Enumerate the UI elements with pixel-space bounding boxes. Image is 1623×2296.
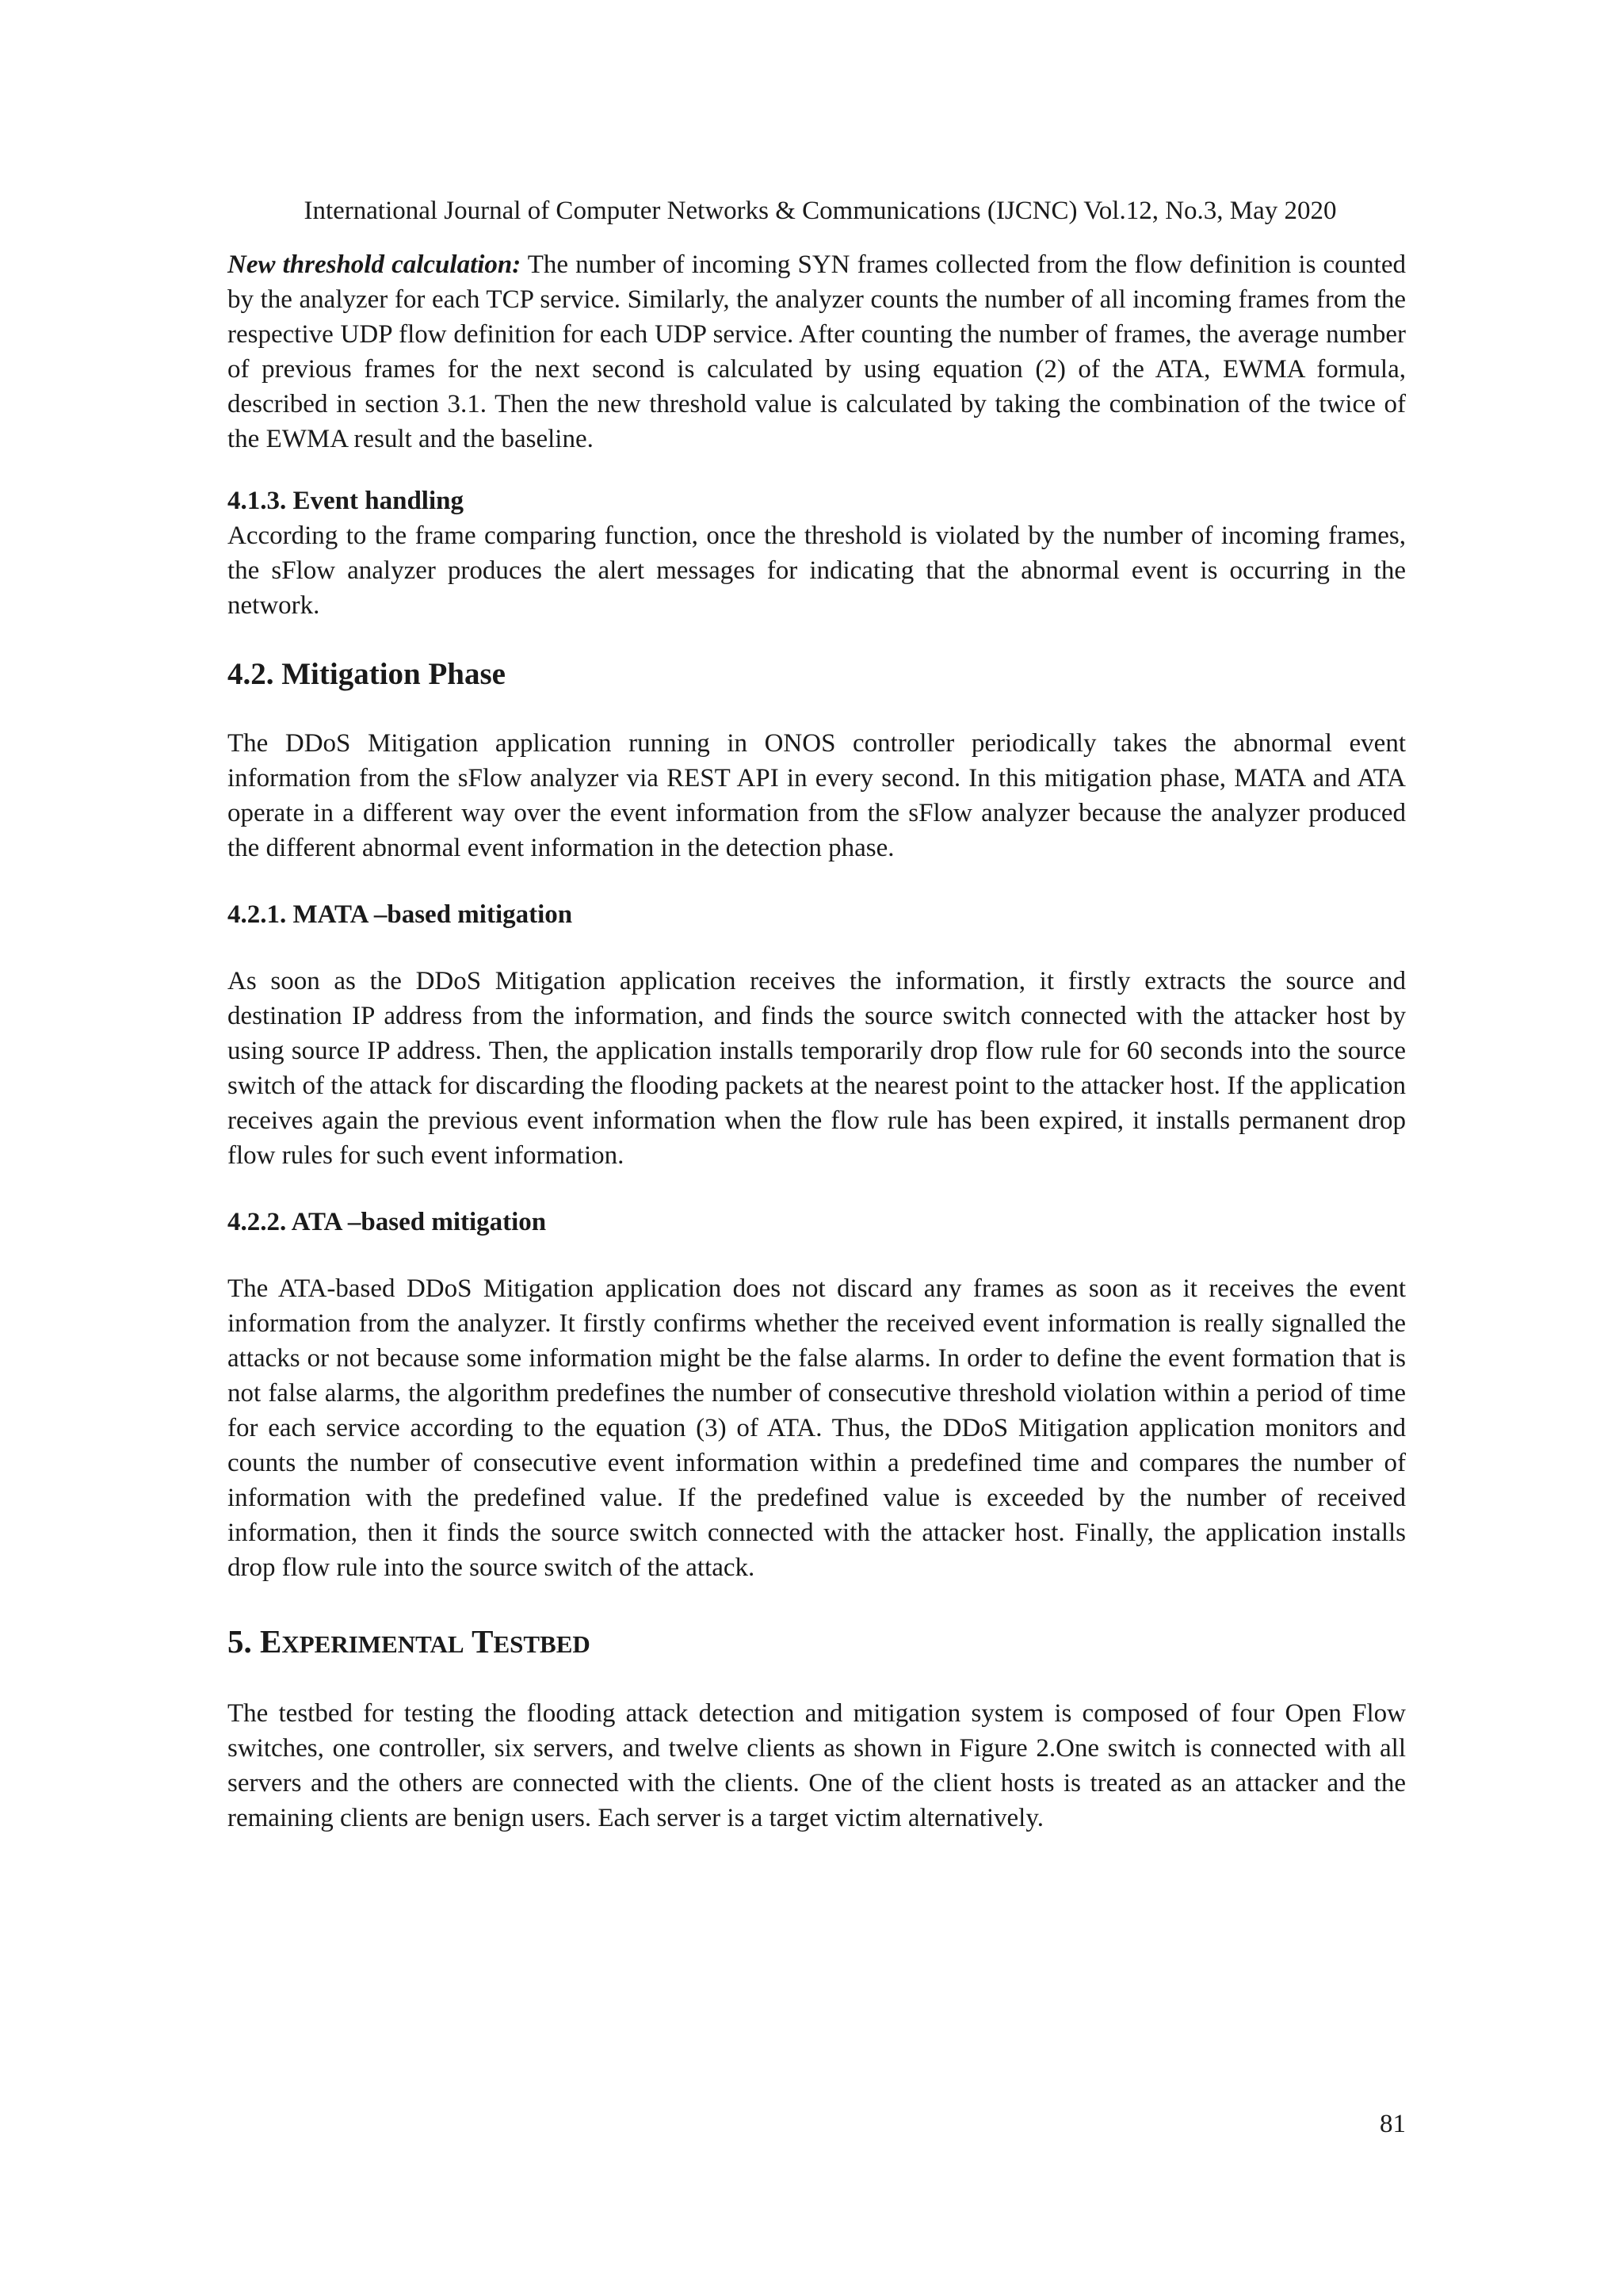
paragraph-4-1-3: According to the frame comparing function, once the threshold is violated by the number of incoming frames, the sFlow analyzer produces the alert messages for indicating that the abnormal event is occurring in the network. <box>227 521 1406 620</box>
paragraph-4-2-1: As soon as the DDoS Mitigation application receives the information, it firstly extracts the source and destination IP address from the information, and finds the source switch connected with the attacker host by using source IP address. Then, the application installs temporarily drop flow rule for 60 seconds into the source switch of the attack for discarding the flooding packets at the nearest point to the attacker host. If the application receives again the previous event information when the flow rule has been expired, it installs permanent drop flow rules for such event information. <box>227 967 1406 1170</box>
heading-4-1-3: 4.1.3. Event handling <box>227 487 464 515</box>
page-body <box>227 247 1406 1836</box>
running-header: International Journal of Computer Networks & Communications (IJCNC) Vol.12, No.3, May 2020 <box>304 197 1337 225</box>
heading-5-word1-rest: XPERIMENTAL <box>281 1630 464 1658</box>
paragraph-4-2: The DDoS Mitigation application running in ONOS controller periodically takes the abnormal event information from the sFlow analyzer via REST API in every second. In this mitigation phase, MATA and ATA operate in a different way over the event information from the sFlow analyzer because the analyzer produced the different abnormal event information in the detection phase. <box>227 729 1406 862</box>
threshold-text: The number of incoming SYN frames collected from the flow definition is counted by the analyzer for each TCP service. Similarly, the analyzer counts the number of all incoming frames from the respective UDP flow definition for each UDP service. After counting the number of frames, the average number of previous frames for the next second is calculated by using equation (2) of the ATA, EWMA formula, described in section 3.1. Then the new threshold value is calculated by taking the combination of the twice of the EWMA result and the baseline. <box>227 250 1406 453</box>
heading-4-2-1: 4.2.1. MATA –based mitigation <box>227 900 573 929</box>
heading-5-word1-cap: E <box>260 1623 282 1660</box>
heading-5-number: 5. <box>227 1623 260 1660</box>
paragraph-5: The testbed for testing the flooding attack detection and mitigation system is composed of four Open Flow switches, one controller, six servers, and twelve clients as shown in Figure 2.One switch is connected with all servers and the others are connected with the clients. One of the client hosts is treated as an attacker and the remaining clients are benign users. Each server is a target victim alternatively. <box>227 1699 1406 1832</box>
page-number: 81 <box>1380 2110 1406 2138</box>
paragraph-4-2-2: The ATA-based DDoS Mitigation application does not discard any frames as soon as it receives the event information from the analyzer. It firstly confirms whether the received event information is really signalled the attacks or not because some information might be the false alarms. In order to define the event formation that is not false alarms, the algorithm predefines the number of consecutive threshold violation within a period of time for each service according to the equation (3) of ATA. Thus, the DDoS Mitigation application monitors and counts the number of consecutive event information within a predefined time and compares the number of information with the predefined value. If the predefined value is exceeded by the number of received information, then it finds the source switch connected with the attacker host. Finally, the application installs drop flow rule into the source switch of the attack. <box>227 1274 1406 1582</box>
heading-4-2-2: 4.2.2. ATA –based mitigation <box>227 1208 547 1236</box>
heading-5 <box>227 1622 1406 1664</box>
heading-4-2: 4.2. Mitigation Phase <box>227 657 506 691</box>
threshold-lead: New threshold calculation: <box>227 250 521 279</box>
heading-5-word2-cap: T <box>472 1623 494 1660</box>
threshold-paragraph <box>227 247 1406 457</box>
heading-5-word2-rest: ESTBED <box>493 1630 590 1658</box>
